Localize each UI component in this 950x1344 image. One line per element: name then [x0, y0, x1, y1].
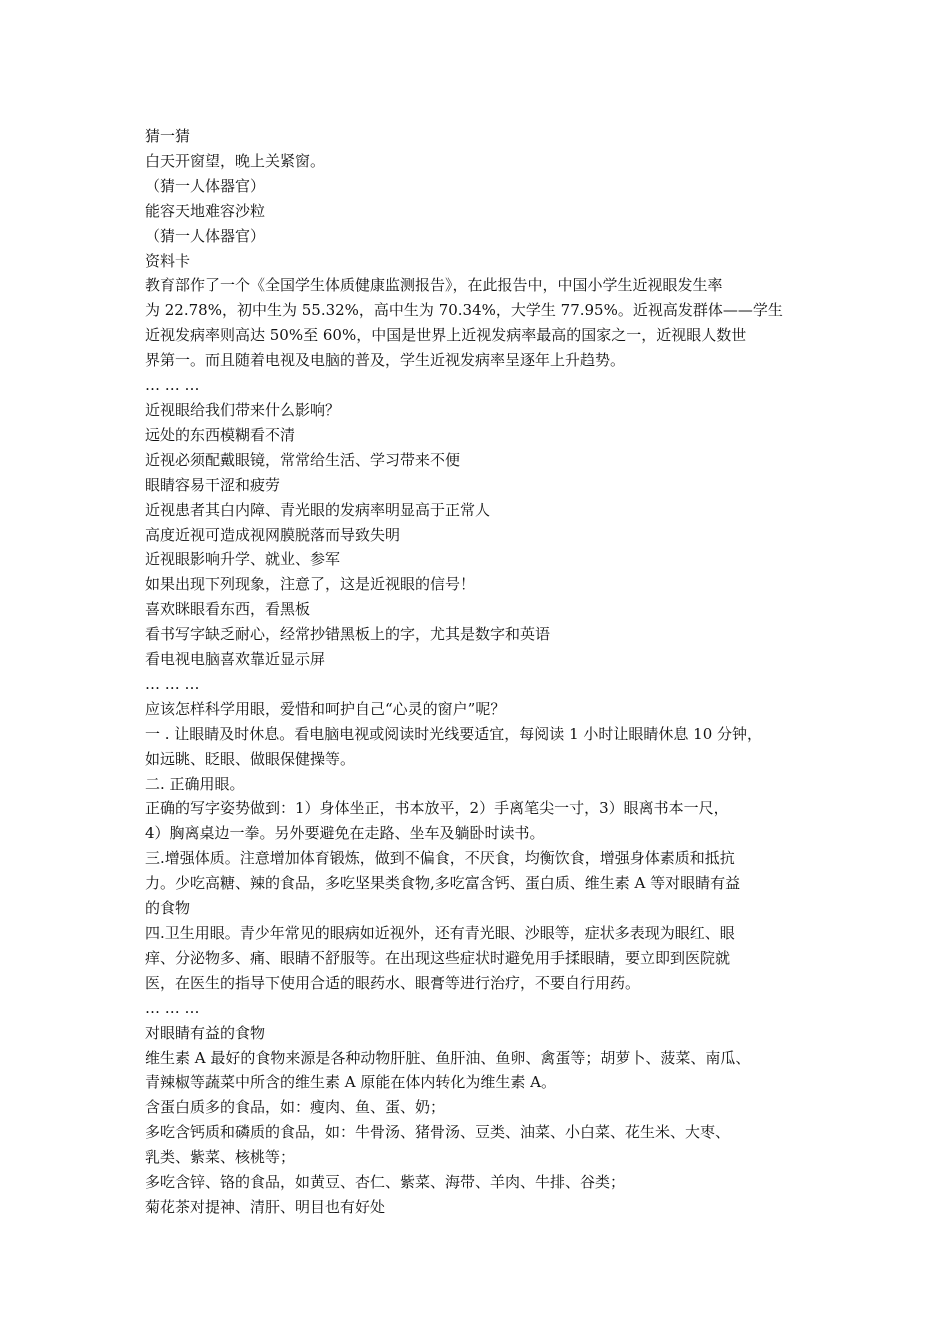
eye-care-section	[145, 697, 815, 996]
care-fitness-line: 力。少吃高糖、辣的食品，多吃坚果类食物,多吃富含钙、蛋白质、维生素 A 等对眼睛有益	[145, 874, 741, 893]
food-chrysanthemum-tea: 菊花茶对提神、清肝、明目也有好处	[145, 1197, 386, 1216]
food-vitamin-a-line: 维生素 A 最好的食物来源是各种动物肝脏、鱼肝油、鱼卵、禽蛋等；胡萝卜、菠菜、南瓜、	[145, 1048, 751, 1067]
effects-question: 近视眼给我们带来什么影响？	[145, 400, 341, 419]
care-rest-line: 如远眺、眨眼、做眼保健操等。	[145, 749, 356, 768]
care-hygiene-line: 痒、分泌物多、痛、眼睛不舒服等。在出现这些症状时避免用手揉眼睛，要立即到医院就	[145, 948, 731, 967]
effect-item: 近视必须配戴眼镜，常常给生活、学习带来不便	[145, 450, 461, 469]
food-protein: 含蛋白质多的食品，如：瘦肉、鱼、蛋、奶；	[145, 1098, 446, 1117]
food-calcium-line: 乳类、紫菜、核桃等；	[145, 1148, 296, 1167]
signal-item: 看电视电脑喜欢靠近显示屏	[145, 650, 326, 669]
riddle-1-hint: （猜一人体器官）	[145, 176, 266, 195]
riddle-2: 能容天地难容沙粒	[145, 201, 266, 220]
effect-item: 远处的东西模糊看不清	[145, 425, 296, 444]
report-line: 教育部作了一个《全国学生体质健康监测报告》，在此报告中，中国小学生近视眼发生率	[145, 276, 723, 295]
food-vitamin-a-line: 青辣椒等蔬菜中所含的维生素 A 原能在体内转化为维生素 A。	[145, 1073, 556, 1092]
ellipsis-separator: … … …	[145, 674, 200, 693]
effect-item: 近视眼影响升学、就业、参军	[145, 550, 341, 569]
care-fitness-line: 三.增强体质。注意增加体育锻炼，做到不偏食，不厌食，均衡饮食，增强身体素质和抵抗	[145, 849, 735, 868]
effect-item: 高度近视可造成视网膜脱落而导致失明	[145, 525, 401, 544]
report-paragraph	[145, 273, 815, 373]
care-correct-heading: 二. 正确用眼。	[145, 774, 245, 793]
riddle-1: 白天开窗望，晚上关紧窗。	[145, 151, 326, 170]
report-line: 近视发病率则高达 50%至 60%，中国是世界上近视发病率最高的国家之一，近视眼人数世	[145, 326, 747, 345]
care-hygiene-line: 医，在医生的指导下使用合适的眼药水、眼膏等进行治疗，不要自行用药。	[145, 973, 641, 992]
food-zinc: 多吃含锌、铬的食品，如黄豆、杏仁、紫菜、海带、羊肉、牛排、谷类；	[145, 1173, 626, 1192]
care-posture-line: 4）胸离桌边一拳。另外要避免在走路、坐车及躺卧时读书。	[145, 824, 545, 843]
food-heading: 对眼睛有益的食物	[145, 1023, 266, 1042]
report-line: 为 22.78%，初中生为 55.32%，高中生为 70.34%，大学生 77.95%。近视高发群体——学生	[145, 301, 783, 320]
food-calcium-line: 多吃含钙质和磷质的食品，如：牛骨汤、猪骨汤、豆类、油菜、小白菜、花生米、大枣、	[145, 1123, 731, 1142]
effect-item: 眼睛容易干涩和疲劳	[145, 475, 281, 494]
care-rest-line: 一 . 让眼睛及时休息。看电脑电视或阅读时光线要适宜，每阅读 1 小时让眼睛休息 10 分钟，	[145, 724, 763, 743]
riddle-2-hint: （猜一人体器官）	[145, 226, 266, 245]
myopia-effects-section	[145, 398, 815, 672]
signal-item: 喜欢眯眼看东西，看黑板	[145, 600, 311, 619]
signal-item: 看书写字缺乏耐心，经常抄错黑板上的字，尤其是数字和英语	[145, 625, 551, 644]
care-hygiene-line: 四.卫生用眼。青少年常见的眼病如近视外，还有青光眼、沙眼等，症状多表现为眼红、眼	[145, 924, 735, 942]
ellipsis-separator: … … …	[145, 376, 200, 395]
report-line: 界第一。而且随着电视及电脑的普及，学生近视发病率呈逐年上升趋势。	[145, 351, 626, 370]
info-card-heading: 资料卡	[145, 251, 191, 270]
food-section	[145, 1021, 815, 1220]
document-body	[145, 124, 815, 1220]
care-fitness-line: 的食物	[145, 899, 191, 918]
signals-heading: 如果出现下列现象，注意了，这是近视眼的信号！	[145, 575, 476, 594]
care-question: 应该怎样科学用眼，爱惜和呵护自己“心灵的窗户”呢？	[145, 699, 506, 718]
care-posture-line: 正确的写字姿势做到：1）身体坐正，书本放平，2）手离笔尖一寸，3）眼离书本一尺，	[145, 799, 729, 818]
riddle-heading: 猜一猜	[145, 127, 191, 145]
effect-item: 近视患者其白内障、青光眼的发病率明显高于正常人	[145, 500, 491, 519]
ellipsis-separator: … … …	[145, 998, 200, 1017]
